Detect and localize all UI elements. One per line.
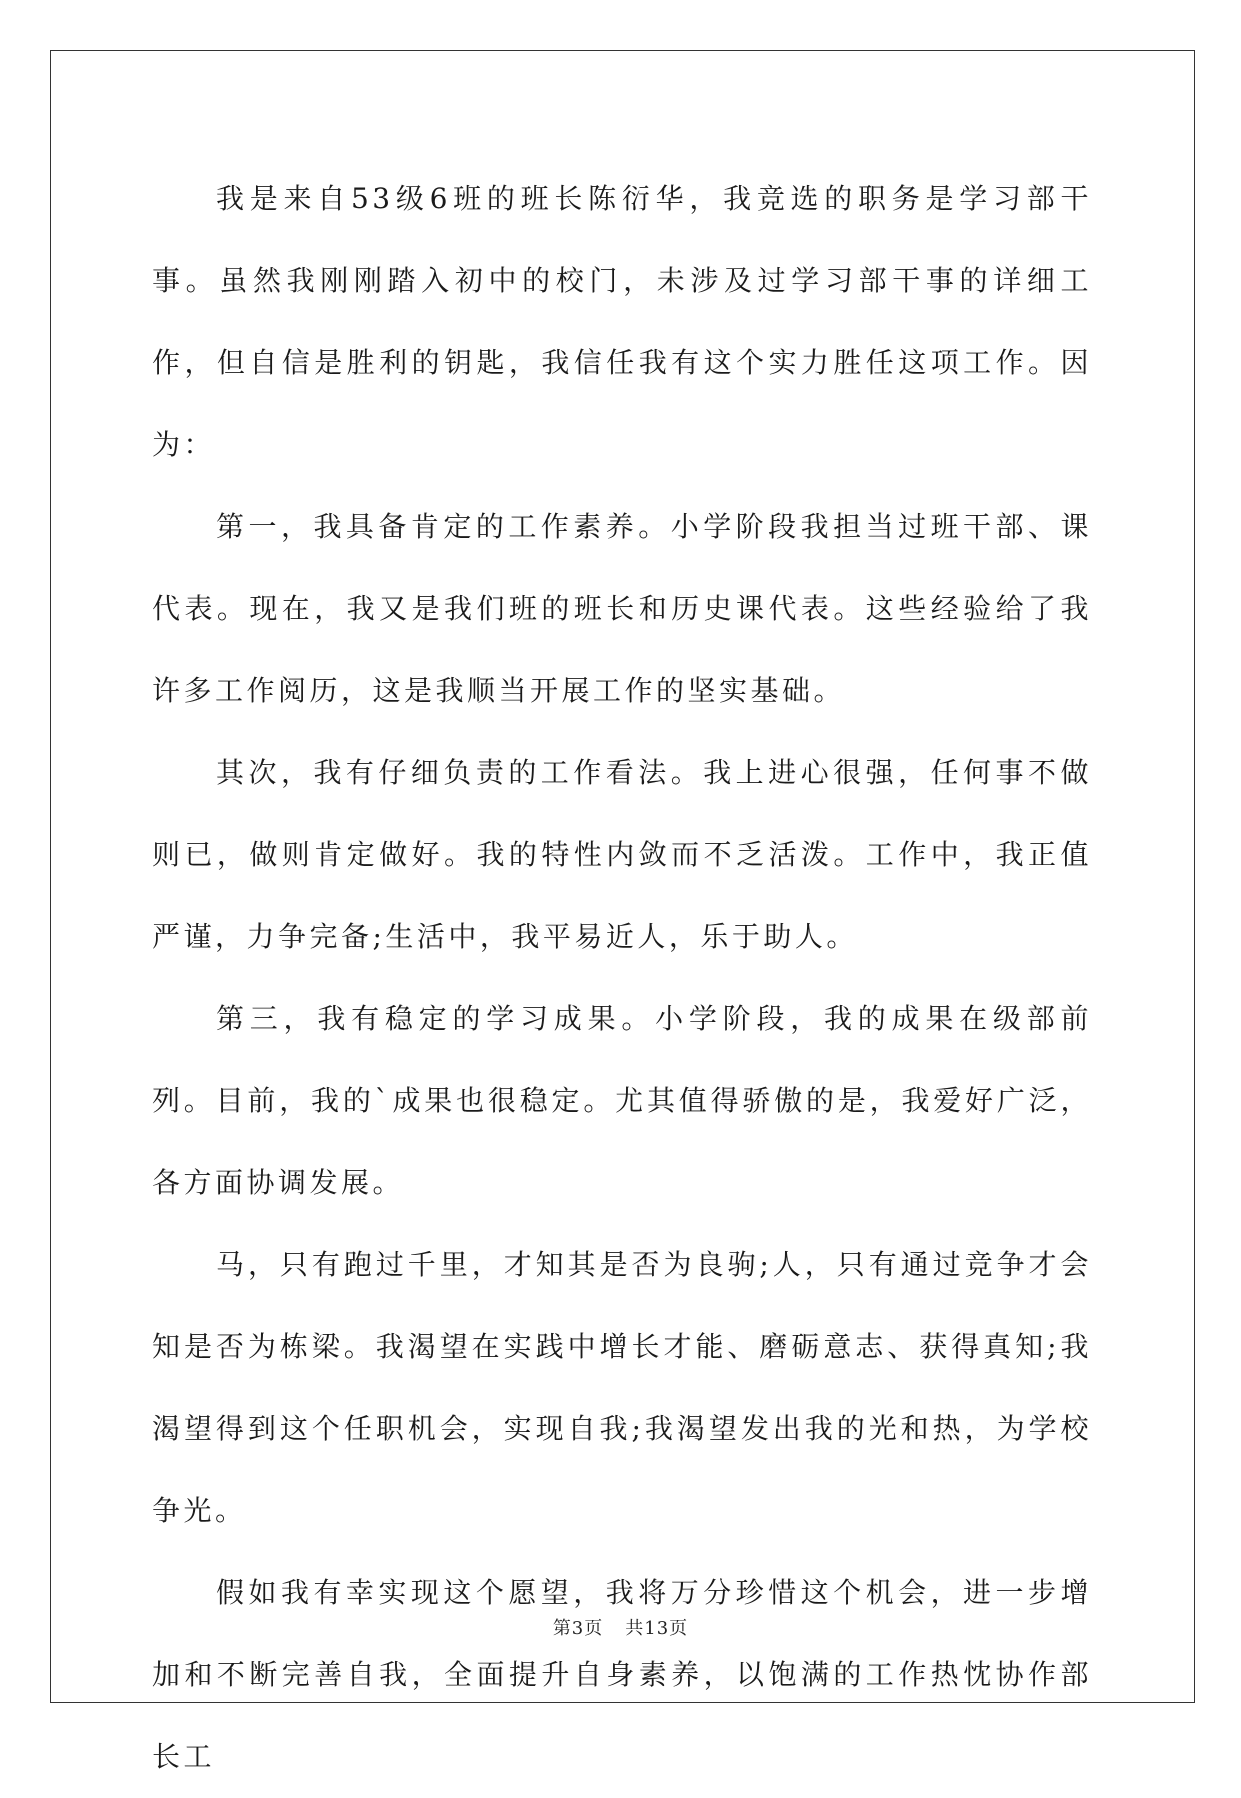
page-footer	[0, 1614, 1241, 1640]
page-number: 第3页	[552, 1618, 604, 1639]
document-body	[152, 158, 1092, 1798]
paragraph-4: 第三，我有稳定的学习成果。小学阶段，我的成果在级部前列。目前，我的`成果也很稳定。尤其值得骄傲的是，我爱好广泛，各方面协调发展。	[152, 1002, 1092, 1199]
paragraph-2: 第一，我具备肯定的工作素养。小学阶段我担当过班干部、课代表。现在，我又是我们班的班长和历史课代表。这些经验给了我许多工作阅历，这是我顺当开展工作的坚实基础。	[152, 510, 1092, 707]
paragraph-3: 其次，我有仔细负责的工作看法。我上进心很强，任何事不做则已，做则肯定做好。我的特性内敛而不乏活泼。工作中，我正值严谨，力争完备;生活中，我平易近人，乐于助人。	[152, 756, 1092, 953]
paragraph-6: 假如我有幸实现这个愿望，我将万分珍惜这个机会，进一步增加和不断完善自我，全面提升自身素养，以饱满的工作热忱协作部长工	[152, 1576, 1092, 1773]
paragraph-1: 我是来自53级6班的班长陈衍华，我竞选的职务是学习部干事。虽然我刚刚踏入初中的校门，未涉及过学习部干事的详细工作，但自信是胜利的钥匙，我信任我有这个实力胜任这项工作。因为：	[152, 182, 1092, 461]
page-total: 共13页	[625, 1618, 689, 1639]
paragraph-5: 马，只有跑过千里，才知其是否为良驹;人，只有通过竞争才会知是否为栋梁。我渴望在实践中增长才能、磨砺意志、获得真知;我渴望得到这个任职机会，实现自我;我渴望发出我的光和热，为学校争光。	[152, 1248, 1092, 1527]
